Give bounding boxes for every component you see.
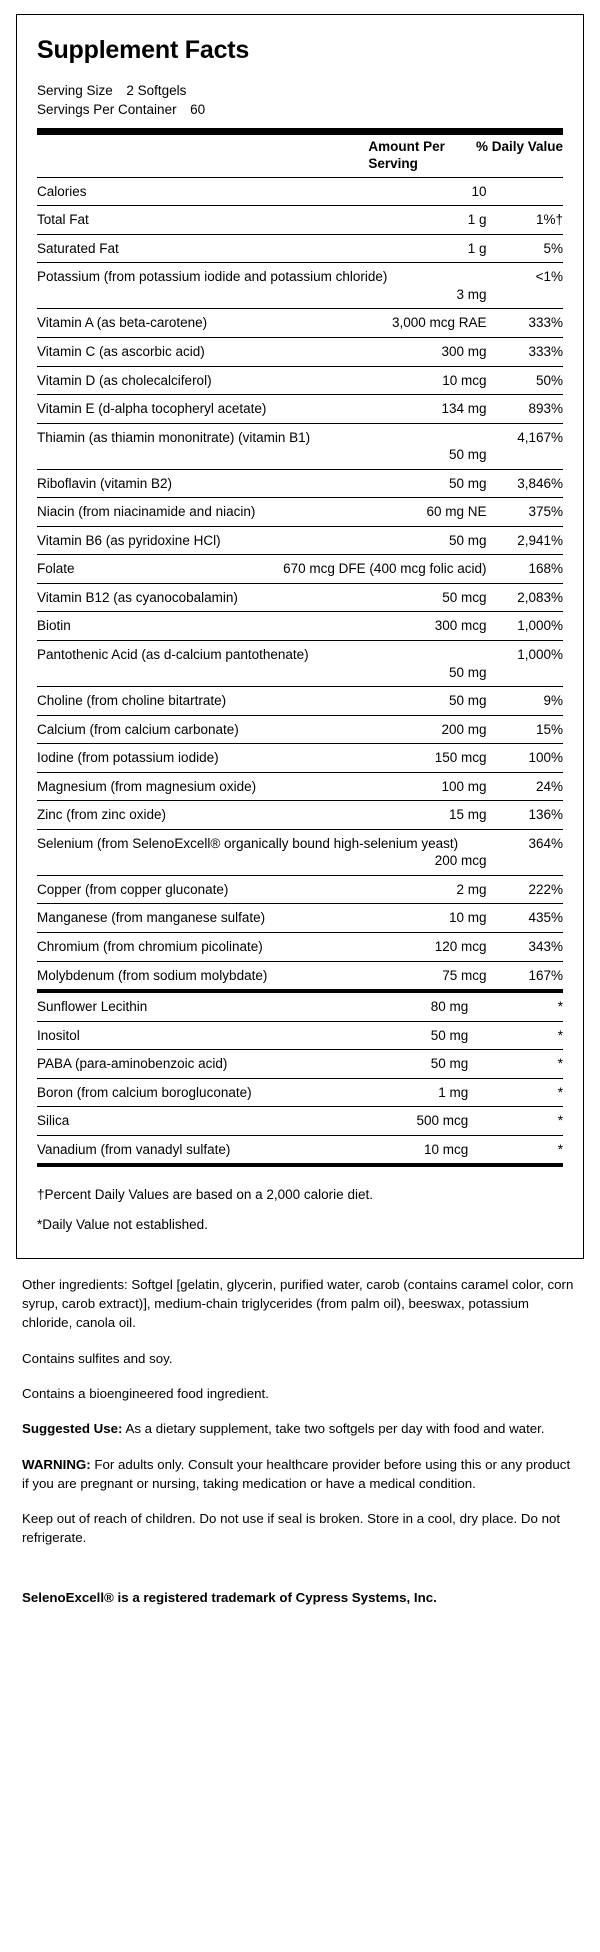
nutrient-name: Zinc (from zinc oxide) (37, 801, 283, 830)
footnote-no-daily-value: *Daily Value not established. (37, 1216, 208, 1232)
bioengineered-statement: Contains a bioengineered food ingredient. (22, 1385, 269, 1401)
nutrient-amount: 2 mg (283, 875, 486, 904)
nutrient-amount: 50 mg (283, 469, 486, 498)
nutrient-daily-value: 435% (486, 904, 563, 933)
nutrient-daily-value: 2,083% (486, 583, 563, 612)
nutrient-amount: 50 mg (368, 1050, 468, 1079)
nutrient-amount: 200 mg (283, 715, 486, 744)
table-row (37, 498, 563, 527)
nutrient-amount: 120 mcg (283, 933, 486, 962)
nutrient-amount: 50 mg (448, 447, 487, 463)
table-row (37, 772, 563, 801)
nutrient-daily-value: * (468, 1107, 563, 1136)
nutrient-daily-value: 333% (486, 338, 563, 367)
nutrient-daily-value: 5% (486, 234, 563, 263)
nutrient-name: Iodine (from potassium iodide) (37, 744, 283, 773)
table-row (37, 1135, 563, 1163)
table-row (37, 961, 563, 989)
nutrient-daily-value: 1%† (486, 206, 563, 235)
nutrient-daily-value: 333% (486, 309, 563, 338)
table-row (37, 469, 563, 498)
nutrient-amount: 500 mcg (368, 1107, 468, 1136)
table-row (37, 206, 563, 235)
warning-label: WARNING: (22, 1456, 91, 1472)
nutrient-table (37, 135, 563, 177)
table-row (37, 933, 563, 962)
nutrient-amount: 3 mg (456, 286, 487, 302)
table-row (37, 263, 563, 309)
nutrient-name: Chromium (from chromium picolinate) (37, 933, 283, 962)
table-row (37, 583, 563, 612)
trademark-notice: SelenoExcell® is a registered trademark of Cypress Systems, Inc. (22, 1589, 437, 1605)
table-row (37, 423, 563, 469)
table-row (37, 744, 563, 773)
nutrient-name: Vitamin D (as cholecalciferol) (37, 366, 283, 395)
column-header-amount-per-serving: Amount Per Serving (368, 138, 445, 172)
table-row (37, 234, 563, 263)
nutrient-rows-no-dv (37, 993, 563, 1163)
nutrient-amount: 50 mg (368, 1021, 468, 1050)
nutrient-daily-value (486, 178, 563, 206)
nutrient-name: Vitamin B12 (as cyanocobalamin) (37, 583, 283, 612)
supplement-facts-panel (16, 14, 584, 1259)
nutrient-daily-value: 136% (486, 801, 563, 830)
nutrient-name: Pantothenic Acid (as d-calcium pantothenate) 50 mg (37, 641, 486, 687)
nutrient-amount: 300 mg (283, 338, 486, 367)
nutrient-name: Folate (37, 555, 283, 584)
nutrient-name: Riboflavin (vitamin B2) (37, 469, 283, 498)
nutrient-name: Manganese (from manganese sulfate) (37, 904, 283, 933)
table-row (37, 993, 563, 1021)
table-header-row (37, 135, 563, 177)
nutrient-name: Saturated Fat (37, 234, 283, 263)
nutrient-daily-value: 1,000% (486, 612, 563, 641)
nutrient-daily-value: 364% (486, 829, 563, 875)
nutrient-daily-value: 222% (486, 875, 563, 904)
nutrient-name: Total Fat (37, 206, 283, 235)
table-row (37, 801, 563, 830)
table-row (37, 555, 563, 584)
nutrient-name: Vitamin E (d-alpha tocopheryl acetate) (37, 395, 283, 424)
nutrient-amount: 10 (283, 178, 486, 206)
nutrient-amount: 10 mcg (283, 366, 486, 395)
suggested-use-text: As a dietary supplement, take two softgels per day with food and water. (122, 1421, 545, 1437)
table-row (37, 338, 563, 367)
nutrient-amount: 50 mg (448, 664, 487, 680)
servings-per-container-value: 60 (190, 102, 206, 118)
contains-allergens: Contains sulfites and soy. (22, 1350, 173, 1366)
table-row (37, 612, 563, 641)
servings-per-container-line (37, 100, 563, 120)
nutrient-name: Niacin (from niacinamide and niacin) (37, 498, 283, 527)
column-header-daily-value: % Daily Value (475, 138, 563, 154)
nutrient-daily-value: 24% (486, 772, 563, 801)
nutrient-daily-value: 893% (486, 395, 563, 424)
nutrient-daily-value: 375% (486, 498, 563, 527)
nutrient-amount: 1 g (283, 234, 486, 263)
serving-size-line (37, 81, 563, 101)
table-row (37, 178, 563, 206)
suggested-use-label: Suggested Use: (22, 1421, 123, 1437)
divider-thick-top (37, 128, 563, 135)
nutrient-daily-value: * (468, 993, 563, 1021)
nutrient-amount: 150 mcg (283, 744, 486, 773)
nutrient-daily-value: 168% (486, 555, 563, 584)
nutrient-daily-value: 50% (486, 366, 563, 395)
label-body-text (16, 1259, 584, 1548)
table-row (37, 875, 563, 904)
table-row (37, 395, 563, 424)
nutrient-amount: 134 mg (283, 395, 486, 424)
servings-per-container-label: Servings Per Container (37, 102, 177, 118)
nutrient-daily-value: 4,167% (486, 423, 563, 469)
table-row (37, 687, 563, 716)
table-row (37, 829, 563, 875)
table-row (37, 1107, 563, 1136)
nutrient-name: Sunflower Lecithin (37, 993, 368, 1021)
nutrient-amount: 200 mcg (434, 853, 487, 869)
nutrient-name: Copper (from copper gluconate) (37, 875, 283, 904)
nutrient-rows (37, 178, 563, 989)
nutrient-daily-value: 15% (486, 715, 563, 744)
nutrient-name: Thiamin (as thiamin mononitrate) (vitamin B1) 50 mg (37, 423, 486, 469)
table-row (37, 641, 563, 687)
nutrient-name: Silica (37, 1107, 368, 1136)
nutrient-name: Vitamin C (as ascorbic acid) (37, 338, 283, 367)
nutrient-name: Biotin (37, 612, 283, 641)
nutrient-daily-value: * (557, 1141, 563, 1157)
nutrient-name: Calcium (from calcium carbonate) (37, 715, 283, 744)
nutrient-daily-value: 1,000% (486, 641, 563, 687)
nutrient-name: Selenium (from SelenoExcell® organically bound high-selenium yeast) 200 mcg (37, 829, 486, 875)
table-row (37, 366, 563, 395)
suggested-use (22, 1419, 578, 1438)
nutrient-amount: 50 mg (283, 687, 486, 716)
nutrient-amount: 15 mg (283, 801, 486, 830)
nutrient-name: Vanadium (from vanadyl sulfate) (37, 1141, 231, 1157)
table-row (37, 715, 563, 744)
serving-size-value: 2 Softgels (126, 82, 187, 98)
page-title: Supplement Facts (37, 36, 250, 64)
nutrient-daily-value: 3,846% (486, 469, 563, 498)
nutrient-name: Molybdenum (from sodium molybdate) (37, 967, 268, 983)
nutrient-name: Inositol (37, 1021, 368, 1050)
nutrient-name: Calories (37, 178, 283, 206)
table-row (37, 1021, 563, 1050)
serving-info (37, 81, 563, 120)
table-row (37, 1078, 563, 1107)
nutrient-daily-value: 343% (486, 933, 563, 962)
nutrient-name: Vitamin B6 (as pyridoxine HCl) (37, 526, 283, 555)
nutrient-amount: 3,000 mcg RAE (283, 309, 486, 338)
nutrient-amount: 10 mg (283, 904, 486, 933)
nutrient-amount: 1 mg (368, 1078, 468, 1107)
serving-size-label: Serving Size (37, 82, 113, 98)
warning-text: For adults only. Consult your healthcare provider before using this or any product if you are pregnant or nursing, taking medication or have a medical condition. (22, 1456, 571, 1491)
nutrient-daily-value: 2,941% (486, 526, 563, 555)
footnote-daily-value-basis: †Percent Daily Values are based on a 2,000 calorie diet. (37, 1187, 373, 1203)
nutrient-name: PABA (para-aminobenzoic acid) (37, 1050, 368, 1079)
nutrient-name: Choline (from choline bitartrate) (37, 687, 283, 716)
table-row (37, 526, 563, 555)
table-row (37, 904, 563, 933)
nutrient-amount: 80 mg (368, 993, 468, 1021)
nutrient-daily-value: * (468, 1050, 563, 1079)
nutrient-amount: 1 g (283, 206, 486, 235)
nutrient-name: Vitamin A (as beta-carotene) (37, 309, 283, 338)
nutrient-amount: 300 mcg (283, 612, 486, 641)
nutrient-amount: 75 mcg (442, 967, 487, 983)
nutrient-amount: 50 mg (283, 526, 486, 555)
nutrient-amount: 60 mg NE (283, 498, 486, 527)
nutrient-daily-value: * (468, 1078, 563, 1107)
warning (22, 1455, 578, 1494)
nutrient-amount: 670 mcg DFE (400 mcg folic acid) (283, 555, 486, 584)
other-ingredients: Other ingredients: Softgel [gelatin, glycerin, purified water, carob (contains caramel color, corn syrup, carob extract)], medium-chain triglycerides (from palm oil), beeswax, potassium chloride, canola oil. (22, 1276, 574, 1331)
footnotes (37, 1167, 563, 1235)
nutrient-daily-value: 167% (528, 967, 563, 983)
nutrient-name: Boron (from calcium borogluconate) (37, 1078, 368, 1107)
nutrient-name: Potassium (from potassium iodide and potassium chloride) 3 mg (37, 263, 486, 309)
table-row (37, 309, 563, 338)
nutrient-name: Magnesium (from magnesium oxide) (37, 772, 283, 801)
storage-instructions: Keep out of reach of children. Do not use if seal is broken. Store in a cool, dry place. Do not refrigerate. (22, 1511, 561, 1546)
table-row (37, 1050, 563, 1079)
nutrient-daily-value: 9% (486, 687, 563, 716)
nutrient-daily-value: <1% (486, 263, 563, 309)
nutrient-daily-value: 100% (486, 744, 563, 773)
nutrient-amount: 10 mcg (424, 1141, 469, 1157)
nutrient-amount: 50 mcg (283, 583, 486, 612)
nutrient-amount: 100 mg (283, 772, 486, 801)
nutrient-daily-value: * (468, 1021, 563, 1050)
